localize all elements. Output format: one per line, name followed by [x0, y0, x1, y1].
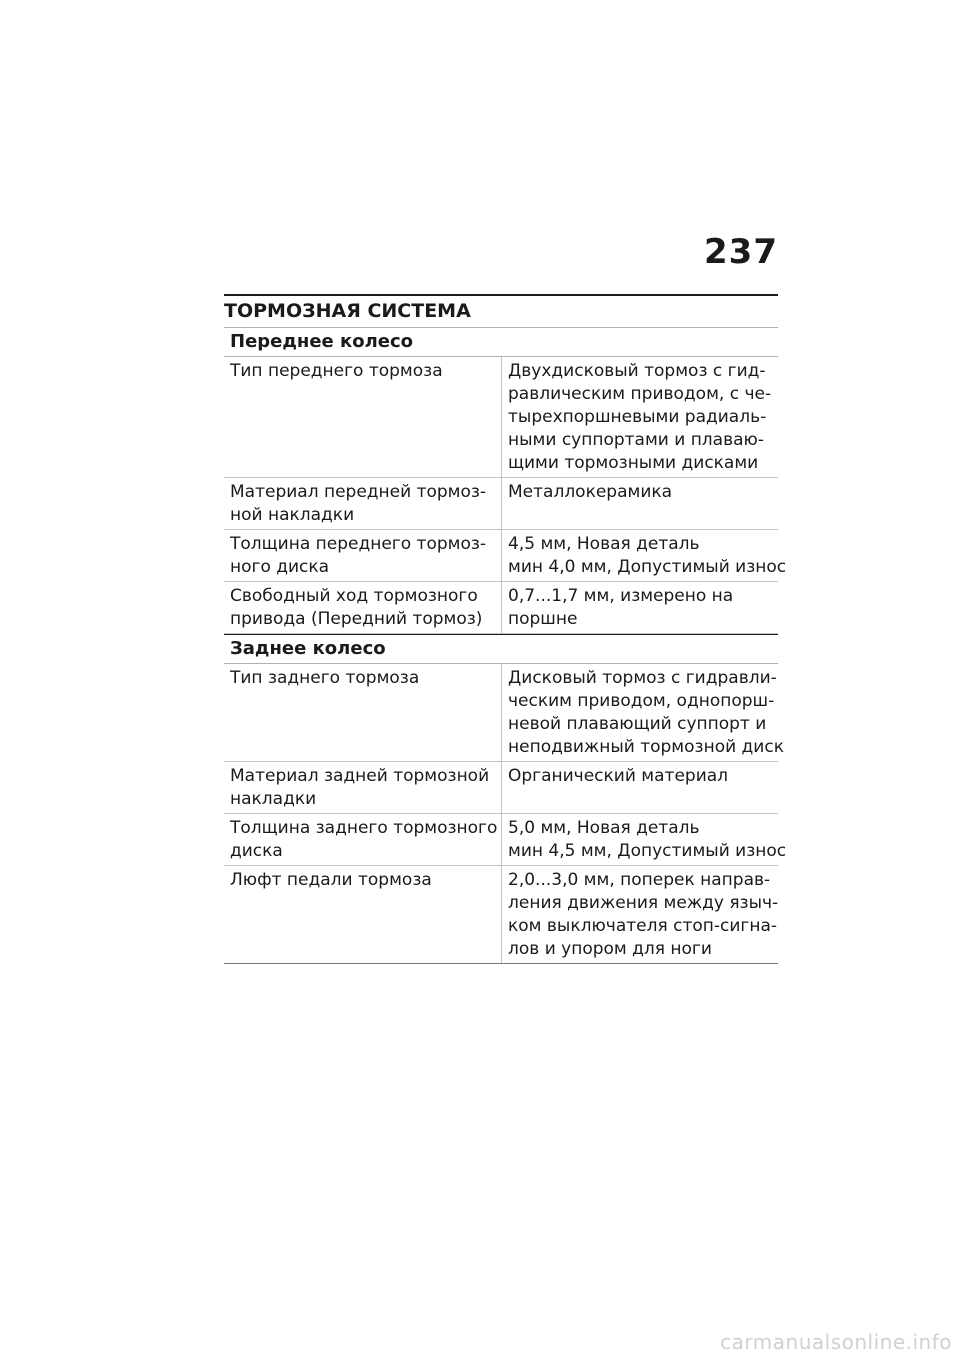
spec-label-line: Толщина переднего тормоз-	[230, 534, 487, 554]
spec-label	[224, 762, 502, 814]
spec-value	[502, 762, 779, 814]
spec-value	[502, 866, 779, 964]
spec-value-line: 0,7...1,7 мм, измерено на	[508, 586, 734, 606]
spec-row	[224, 582, 778, 634]
spec-label	[224, 664, 502, 762]
rear-spec-table	[224, 664, 787, 964]
spec-value-line: 5,0 мм, Новая деталь	[508, 818, 700, 838]
spec-label-line: Тип заднего тормоза	[230, 668, 420, 688]
spec-value	[502, 478, 779, 530]
spec-row	[224, 762, 778, 814]
spec-value-line: ными суппортами и плаваю-	[508, 430, 764, 450]
spec-value-line: щими тормозными дисками	[508, 453, 759, 473]
spec-label-line: Толщина заднего тормозного	[230, 818, 498, 838]
spec-label	[224, 478, 502, 530]
spec-label	[224, 582, 502, 634]
spec-value	[502, 357, 779, 478]
spec-row	[224, 530, 778, 582]
subsection-front-title: Переднее колесо	[224, 328, 778, 357]
spec-row	[224, 478, 778, 530]
subsection-rear-title: Заднее колесо	[224, 634, 778, 664]
spec-label-line: Люфт педали тормоза	[230, 870, 432, 890]
spec-label	[224, 866, 502, 964]
spec-label-line: Тип переднего тормоза	[230, 361, 443, 381]
spec-label-line: Материал задней тормозной	[230, 766, 490, 786]
spec-value-line: тырехпоршневыми радиаль-	[508, 407, 767, 427]
page-number: 237	[704, 232, 778, 272]
spec-value-line: 2,0...3,0 мм, поперек направ-	[508, 870, 771, 890]
spec-value-line: невой плавающий суппорт и	[508, 714, 767, 734]
spec-value-line: мин 4,5 мм, Допустимый износ	[508, 841, 787, 861]
spec-label-line: Материал передней тормоз-	[230, 482, 487, 502]
spec-value-line: Металлокерамика	[508, 482, 673, 502]
spec-value-line: 4,5 мм, Новая деталь	[508, 534, 700, 554]
spec-value-line: поршне	[508, 609, 578, 629]
spec-value	[502, 664, 784, 762]
spec-row	[224, 866, 778, 964]
spec-value-line: равлическим приводом, с че-	[508, 384, 772, 404]
spec-value-line: ческим приводом, однопорш-	[508, 691, 775, 711]
spec-label	[224, 814, 502, 866]
spec-value-line: ком выключателя стоп-сигна-	[508, 916, 777, 936]
spec-label-line: диска	[230, 841, 283, 861]
spec-label-line: ной накладки	[230, 505, 355, 525]
spec-value-line: Дисковый тормоз с гидравли-	[508, 668, 777, 688]
spec-label	[224, 530, 502, 582]
spec-label-line: привода (Передний тормоз)	[230, 609, 483, 629]
spec-value	[502, 530, 787, 582]
spec-value-line: лов и упором для ноги	[508, 939, 712, 959]
spec-value-line: Органический материал	[508, 766, 729, 786]
section-title: ТОРМОЗНАЯ СИСТЕМА	[224, 294, 778, 328]
watermark: carmanualsonline.info	[720, 1330, 952, 1354]
spec-label-line: ного диска	[230, 557, 330, 577]
spec-label-line: накладки	[230, 789, 317, 809]
spec-value	[502, 582, 779, 634]
spec-value-line: мин 4,0 мм, Допустимый износ	[508, 557, 787, 577]
spec-row	[224, 357, 778, 478]
spec-value-line: неподвижный тормозной диск	[508, 737, 784, 757]
spec-row	[224, 664, 778, 762]
spec-row	[224, 814, 778, 866]
spec-label	[224, 357, 502, 478]
spec-value-line: Двухдисковый тормоз с гид-	[508, 361, 766, 381]
front-spec-table	[224, 357, 787, 634]
spec-value	[502, 814, 787, 866]
spec-label-line: Свободный ход тормозного	[230, 586, 478, 606]
spec-value-line: ления движения между языч-	[508, 893, 779, 913]
spec-content	[224, 294, 787, 964]
